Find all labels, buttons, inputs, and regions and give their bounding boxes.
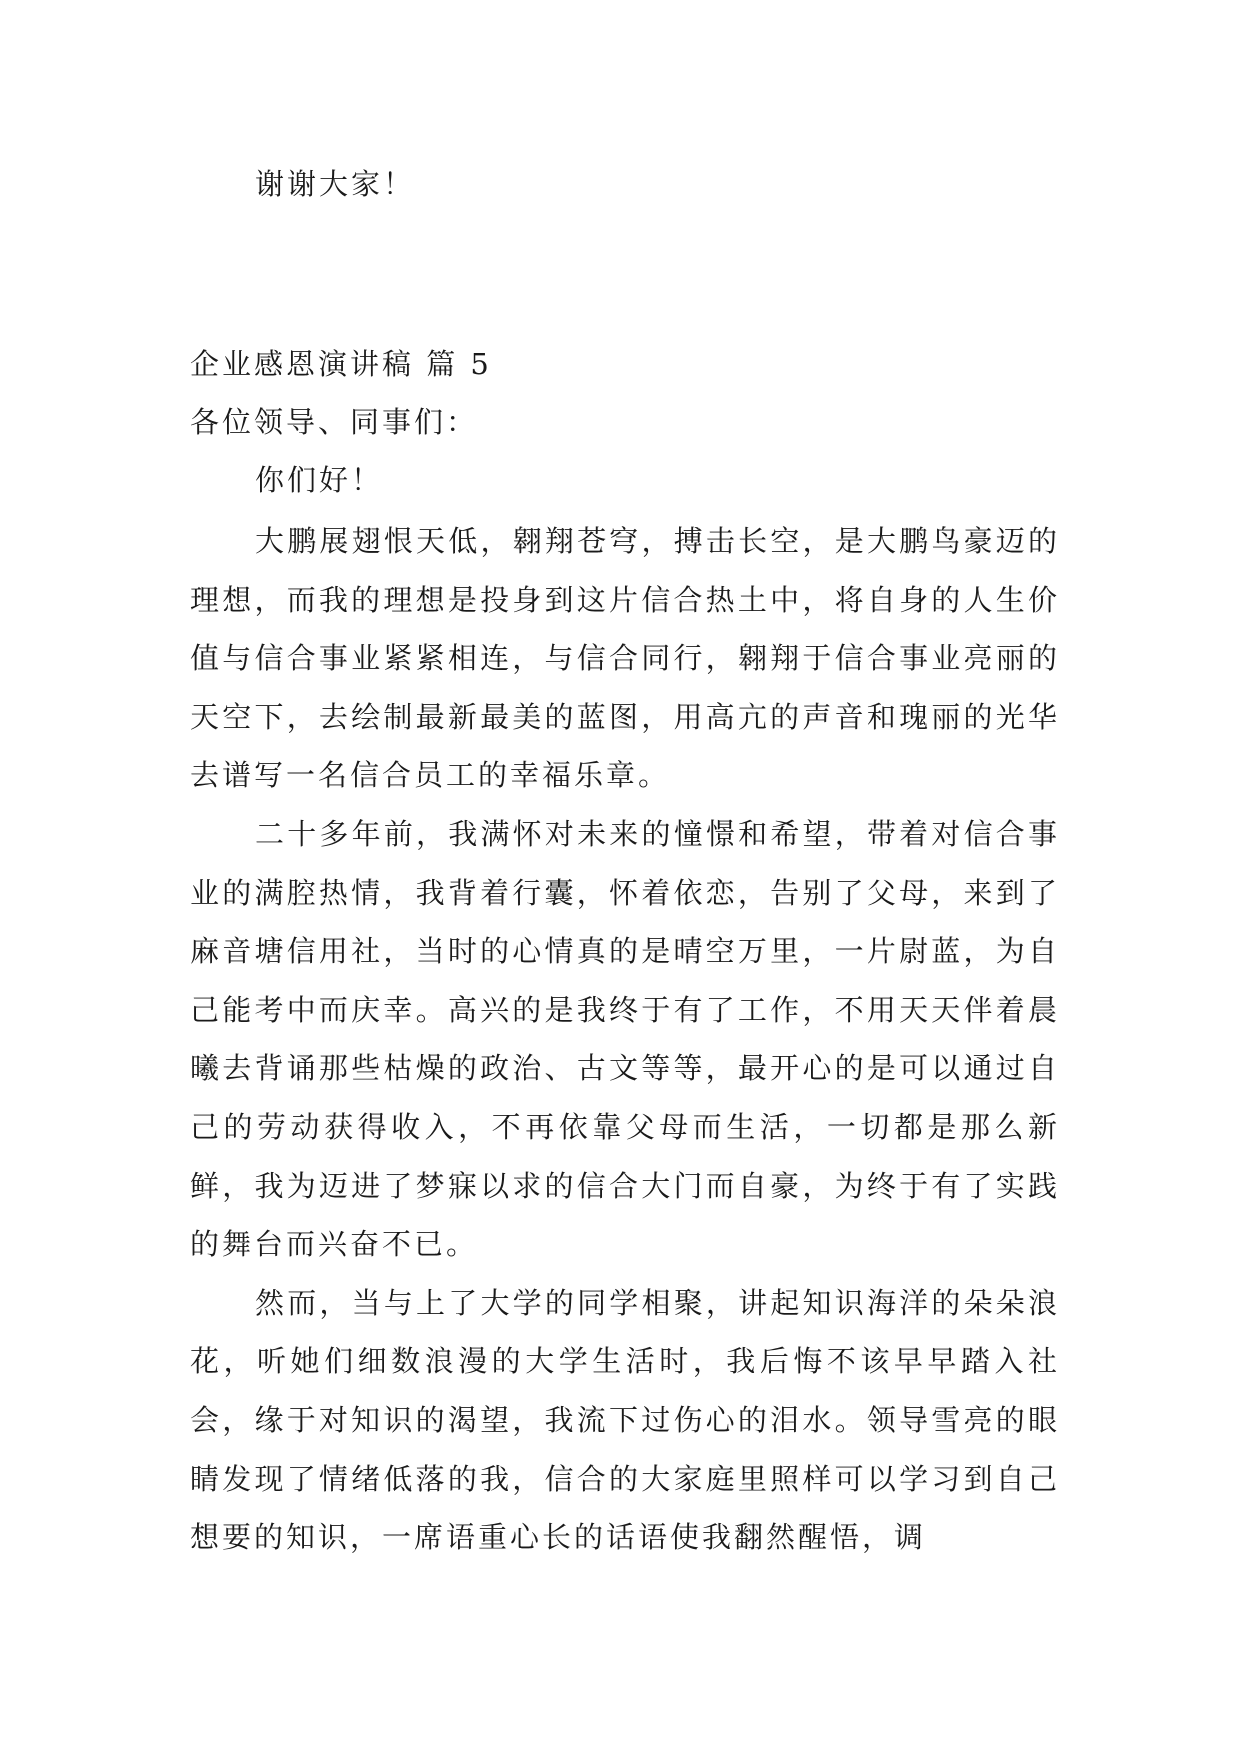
speech-title: 企业感恩演讲稿 篇 5 (190, 347, 492, 381)
closing-line: 谢谢大家！ (255, 167, 416, 201)
hello-line: 你们好！ (255, 463, 384, 497)
paragraph-2: 二十多年前，我满怀对未来的憧憬和希望，带着对信合事业的满腔热情，我背着行囊，怀着依恋，告别了父母，来到了麻音塘信用社，当时的心情真的是晴空万里，一片尉蓝，为自己能考中而庆幸。高兴的是我终于有了工作，不用天天伴着晨曦去背诵那些枯燥的政治、古文等等，最开心的是可以通过自己的劳动获得收入，不再依靠父母而生活，一切都是那么新鲜，我为迈进了梦寐以求的信合大门而自豪，为终于有了实践的舞台而兴奋不已。 (190, 816, 1060, 1262)
salutation: 各位领导、同事们： (190, 405, 479, 439)
paragraph-3: 然而，当与上了大学的同学相聚，讲起知识海洋的朵朵浪花，听她们细数浪漫的大学生活时，我后悔不该早早踏入社会，缘于对知识的渴望，我流下过伤心的泪水。领导雪亮的眼睛发现了情绪低落的我，信合的大家庭里照样可以学习到自己想要的知识，一席语重心长的话语使我翻然醒悟，调 (190, 1285, 1060, 1555)
paragraph-1: 大鹏展翅恨天低，翱翔苍穹，搏击长空，是大鹏鸟豪迈的理想，而我的理想是投身到这片信合热土中，将自身的人生价值与信合事业紧紧相连，与信合同行，翱翔于信合事业亮丽的天空下，去绘制最新最美的蓝图，用高亢的声音和瑰丽的光华去谱写一名信合员工的幸福乐章。 (190, 524, 1060, 793)
speech-body (190, 512, 1060, 1567)
